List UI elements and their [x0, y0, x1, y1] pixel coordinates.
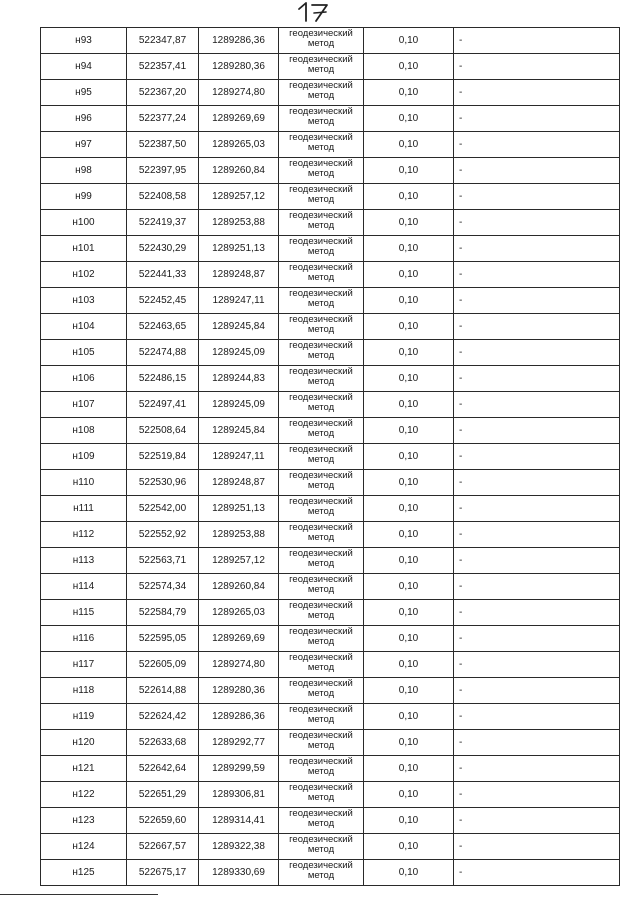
- x-coordinate-cell: 522397,95: [127, 158, 199, 184]
- method-cell: геодезический метод: [279, 704, 364, 730]
- y-coordinate-cell: 1289280,36: [199, 54, 279, 80]
- accuracy-cell: 0,10: [364, 548, 454, 574]
- accuracy-cell: 0,10: [364, 834, 454, 860]
- point-id-cell: н101: [41, 236, 127, 262]
- table-row: [41, 184, 620, 210]
- page-number: [296, 0, 336, 24]
- y-coordinate-cell: 1289253,88: [199, 210, 279, 236]
- note-cell: -: [454, 834, 620, 860]
- y-coordinate-cell: 1289253,88: [199, 522, 279, 548]
- point-id-cell: н94: [41, 54, 127, 80]
- method-cell: геодезический метод: [279, 392, 364, 418]
- x-coordinate-cell: 522497,41: [127, 392, 199, 418]
- point-id-cell: н112: [41, 522, 127, 548]
- point-id-cell: н118: [41, 678, 127, 704]
- method-cell: геодезический метод: [279, 652, 364, 678]
- accuracy-cell: 0,10: [364, 418, 454, 444]
- y-coordinate-cell: 1289322,38: [199, 834, 279, 860]
- method-cell: геодезический метод: [279, 236, 364, 262]
- method-cell: геодезический метод: [279, 444, 364, 470]
- method-cell: геодезический метод: [279, 80, 364, 106]
- x-coordinate-cell: 522675,17: [127, 860, 199, 886]
- x-coordinate-cell: 522430,29: [127, 236, 199, 262]
- accuracy-cell: 0,10: [364, 470, 454, 496]
- note-cell: -: [454, 288, 620, 314]
- x-coordinate-cell: 522614,88: [127, 678, 199, 704]
- point-id-cell: н99: [41, 184, 127, 210]
- accuracy-cell: 0,10: [364, 236, 454, 262]
- point-id-cell: н122: [41, 782, 127, 808]
- y-coordinate-cell: 1289260,84: [199, 574, 279, 600]
- accuracy-cell: 0,10: [364, 340, 454, 366]
- accuracy-cell: 0,10: [364, 106, 454, 132]
- y-coordinate-cell: 1289260,84: [199, 158, 279, 184]
- note-cell: -: [454, 756, 620, 782]
- point-id-cell: н102: [41, 262, 127, 288]
- accuracy-cell: 0,10: [364, 444, 454, 470]
- method-cell: геодезический метод: [279, 106, 364, 132]
- x-coordinate-cell: 522563,71: [127, 548, 199, 574]
- point-id-cell: н93: [41, 28, 127, 54]
- y-coordinate-cell: 1289274,80: [199, 652, 279, 678]
- table-row: [41, 860, 620, 886]
- note-cell: -: [454, 366, 620, 392]
- x-coordinate-cell: 522486,15: [127, 366, 199, 392]
- accuracy-cell: 0,10: [364, 496, 454, 522]
- method-cell: геодезический метод: [279, 756, 364, 782]
- note-cell: -: [454, 860, 620, 886]
- note-cell: -: [454, 80, 620, 106]
- accuracy-cell: 0,10: [364, 80, 454, 106]
- y-coordinate-cell: 1289245,09: [199, 392, 279, 418]
- note-cell: -: [454, 54, 620, 80]
- x-coordinate-cell: 522633,68: [127, 730, 199, 756]
- y-coordinate-cell: 1289286,36: [199, 28, 279, 54]
- y-coordinate-cell: 1289292,77: [199, 730, 279, 756]
- note-cell: -: [454, 314, 620, 340]
- x-coordinate-cell: 522667,57: [127, 834, 199, 860]
- table-row: [41, 314, 620, 340]
- y-coordinate-cell: 1289247,11: [199, 288, 279, 314]
- method-cell: геодезический метод: [279, 808, 364, 834]
- accuracy-cell: 0,10: [364, 704, 454, 730]
- method-cell: геодезический метод: [279, 834, 364, 860]
- note-cell: -: [454, 782, 620, 808]
- note-cell: -: [454, 210, 620, 236]
- y-coordinate-cell: 1289306,81: [199, 782, 279, 808]
- method-cell: геодезический метод: [279, 418, 364, 444]
- y-coordinate-cell: 1289247,11: [199, 444, 279, 470]
- table-row: [41, 496, 620, 522]
- method-cell: геодезический метод: [279, 132, 364, 158]
- note-cell: -: [454, 28, 620, 54]
- x-coordinate-cell: 522367,20: [127, 80, 199, 106]
- table-row: [41, 678, 620, 704]
- note-cell: -: [454, 262, 620, 288]
- y-coordinate-cell: 1289244,83: [199, 366, 279, 392]
- y-coordinate-cell: 1289286,36: [199, 704, 279, 730]
- method-cell: геодезический метод: [279, 288, 364, 314]
- x-coordinate-cell: 522624,42: [127, 704, 199, 730]
- accuracy-cell: 0,10: [364, 28, 454, 54]
- y-coordinate-cell: 1289257,12: [199, 184, 279, 210]
- point-id-cell: н113: [41, 548, 127, 574]
- point-id-cell: н103: [41, 288, 127, 314]
- x-coordinate-cell: 522552,92: [127, 522, 199, 548]
- x-coordinate-cell: 522347,87: [127, 28, 199, 54]
- method-cell: геодезический метод: [279, 184, 364, 210]
- method-cell: геодезический метод: [279, 314, 364, 340]
- x-coordinate-cell: 522474,88: [127, 340, 199, 366]
- note-cell: -: [454, 236, 620, 262]
- point-id-cell: н104: [41, 314, 127, 340]
- point-id-cell: н106: [41, 366, 127, 392]
- note-cell: -: [454, 652, 620, 678]
- x-coordinate-cell: 522642,64: [127, 756, 199, 782]
- method-cell: геодезический метод: [279, 262, 364, 288]
- y-coordinate-cell: 1289269,69: [199, 626, 279, 652]
- y-coordinate-cell: 1289257,12: [199, 548, 279, 574]
- accuracy-cell: 0,10: [364, 756, 454, 782]
- table-row: [41, 158, 620, 184]
- accuracy-cell: 0,10: [364, 600, 454, 626]
- x-coordinate-cell: 522595,05: [127, 626, 199, 652]
- note-cell: -: [454, 158, 620, 184]
- method-cell: геодезический метод: [279, 366, 364, 392]
- accuracy-cell: 0,10: [364, 314, 454, 340]
- x-coordinate-cell: 522519,84: [127, 444, 199, 470]
- y-coordinate-cell: 1289251,13: [199, 496, 279, 522]
- y-coordinate-cell: 1289265,03: [199, 132, 279, 158]
- accuracy-cell: 0,10: [364, 574, 454, 600]
- accuracy-cell: 0,10: [364, 522, 454, 548]
- accuracy-cell: 0,10: [364, 366, 454, 392]
- accuracy-cell: 0,10: [364, 782, 454, 808]
- point-id-cell: н96: [41, 106, 127, 132]
- method-cell: геодезический метод: [279, 678, 364, 704]
- note-cell: -: [454, 600, 620, 626]
- x-coordinate-cell: 522659,60: [127, 808, 199, 834]
- table-row: [41, 418, 620, 444]
- table-row: [41, 366, 620, 392]
- x-coordinate-cell: 522387,50: [127, 132, 199, 158]
- point-id-cell: н124: [41, 834, 127, 860]
- table-row: [41, 626, 620, 652]
- x-coordinate-cell: 522377,24: [127, 106, 199, 132]
- note-cell: -: [454, 522, 620, 548]
- point-id-cell: н110: [41, 470, 127, 496]
- table-row: [41, 54, 620, 80]
- x-coordinate-cell: 522441,33: [127, 262, 199, 288]
- table-row: [41, 132, 620, 158]
- table-row: [41, 574, 620, 600]
- y-coordinate-cell: 1289330,69: [199, 860, 279, 886]
- point-id-cell: н108: [41, 418, 127, 444]
- table-row: [41, 730, 620, 756]
- x-coordinate-cell: 522584,79: [127, 600, 199, 626]
- table-row: [41, 392, 620, 418]
- accuracy-cell: 0,10: [364, 132, 454, 158]
- note-cell: -: [454, 418, 620, 444]
- handwritten-page-number-icon: [296, 0, 336, 24]
- accuracy-cell: 0,10: [364, 808, 454, 834]
- note-cell: -: [454, 340, 620, 366]
- method-cell: геодезический метод: [279, 548, 364, 574]
- note-cell: -: [454, 808, 620, 834]
- table-row: [41, 210, 620, 236]
- method-cell: геодезический метод: [279, 496, 364, 522]
- point-id-cell: н97: [41, 132, 127, 158]
- y-coordinate-cell: 1289245,84: [199, 314, 279, 340]
- y-coordinate-cell: 1289269,69: [199, 106, 279, 132]
- y-coordinate-cell: 1289265,03: [199, 600, 279, 626]
- accuracy-cell: 0,10: [364, 54, 454, 80]
- point-id-cell: н121: [41, 756, 127, 782]
- y-coordinate-cell: 1289274,80: [199, 80, 279, 106]
- x-coordinate-cell: 522463,65: [127, 314, 199, 340]
- point-id-cell: н120: [41, 730, 127, 756]
- y-coordinate-cell: 1289251,13: [199, 236, 279, 262]
- note-cell: -: [454, 106, 620, 132]
- method-cell: геодезический метод: [279, 600, 364, 626]
- method-cell: геодезический метод: [279, 210, 364, 236]
- x-coordinate-cell: 522357,41: [127, 54, 199, 80]
- point-id-cell: н111: [41, 496, 127, 522]
- accuracy-cell: 0,10: [364, 184, 454, 210]
- table-row: [41, 600, 620, 626]
- table-row: [41, 28, 620, 54]
- note-cell: -: [454, 548, 620, 574]
- point-id-cell: н107: [41, 392, 127, 418]
- point-id-cell: н125: [41, 860, 127, 886]
- x-coordinate-cell: 522574,34: [127, 574, 199, 600]
- y-coordinate-cell: 1289245,09: [199, 340, 279, 366]
- y-coordinate-cell: 1289314,41: [199, 808, 279, 834]
- point-id-cell: н116: [41, 626, 127, 652]
- method-cell: геодезический метод: [279, 574, 364, 600]
- accuracy-cell: 0,10: [364, 158, 454, 184]
- table-row: [41, 652, 620, 678]
- point-id-cell: н119: [41, 704, 127, 730]
- method-cell: геодезический метод: [279, 522, 364, 548]
- note-cell: -: [454, 496, 620, 522]
- note-cell: -: [454, 184, 620, 210]
- point-id-cell: н114: [41, 574, 127, 600]
- method-cell: геодезический метод: [279, 626, 364, 652]
- coordinates-table: [40, 27, 620, 886]
- point-id-cell: н98: [41, 158, 127, 184]
- point-id-cell: н115: [41, 600, 127, 626]
- table-row: [41, 444, 620, 470]
- method-cell: геодезический метод: [279, 860, 364, 886]
- x-coordinate-cell: 522452,45: [127, 288, 199, 314]
- method-cell: геодезический метод: [279, 782, 364, 808]
- accuracy-cell: 0,10: [364, 730, 454, 756]
- y-coordinate-cell: 1289245,84: [199, 418, 279, 444]
- method-cell: геодезический метод: [279, 340, 364, 366]
- note-cell: -: [454, 132, 620, 158]
- x-coordinate-cell: 522408,58: [127, 184, 199, 210]
- point-id-cell: н95: [41, 80, 127, 106]
- table-row: [41, 782, 620, 808]
- method-cell: геодезический метод: [279, 730, 364, 756]
- note-cell: -: [454, 678, 620, 704]
- note-cell: -: [454, 392, 620, 418]
- table-row: [41, 808, 620, 834]
- accuracy-cell: 0,10: [364, 262, 454, 288]
- point-id-cell: н123: [41, 808, 127, 834]
- accuracy-cell: 0,10: [364, 678, 454, 704]
- note-cell: -: [454, 626, 620, 652]
- table-row: [41, 548, 620, 574]
- footnote-rule: [0, 894, 158, 895]
- method-cell: геодезический метод: [279, 470, 364, 496]
- note-cell: -: [454, 444, 620, 470]
- accuracy-cell: 0,10: [364, 652, 454, 678]
- method-cell: геодезический метод: [279, 28, 364, 54]
- table-row: [41, 704, 620, 730]
- note-cell: -: [454, 470, 620, 496]
- table-row: [41, 834, 620, 860]
- note-cell: -: [454, 730, 620, 756]
- point-id-cell: н105: [41, 340, 127, 366]
- note-cell: -: [454, 574, 620, 600]
- y-coordinate-cell: 1289248,87: [199, 470, 279, 496]
- x-coordinate-cell: 522542,00: [127, 496, 199, 522]
- table-row: [41, 470, 620, 496]
- x-coordinate-cell: 522651,29: [127, 782, 199, 808]
- accuracy-cell: 0,10: [364, 288, 454, 314]
- accuracy-cell: 0,10: [364, 860, 454, 886]
- method-cell: геодезический метод: [279, 158, 364, 184]
- accuracy-cell: 0,10: [364, 392, 454, 418]
- table-row: [41, 756, 620, 782]
- note-cell: -: [454, 704, 620, 730]
- accuracy-cell: 0,10: [364, 210, 454, 236]
- method-cell: геодезический метод: [279, 54, 364, 80]
- coordinates-table-body: [41, 28, 620, 886]
- x-coordinate-cell: 522508,64: [127, 418, 199, 444]
- y-coordinate-cell: 1289280,36: [199, 678, 279, 704]
- table-row: [41, 106, 620, 132]
- table-row: [41, 236, 620, 262]
- table-row: [41, 80, 620, 106]
- point-id-cell: н117: [41, 652, 127, 678]
- x-coordinate-cell: 522530,96: [127, 470, 199, 496]
- point-id-cell: н109: [41, 444, 127, 470]
- accuracy-cell: 0,10: [364, 626, 454, 652]
- y-coordinate-cell: 1289299,59: [199, 756, 279, 782]
- table-row: [41, 288, 620, 314]
- x-coordinate-cell: 522419,37: [127, 210, 199, 236]
- table-row: [41, 522, 620, 548]
- x-coordinate-cell: 522605,09: [127, 652, 199, 678]
- table-row: [41, 340, 620, 366]
- table-row: [41, 262, 620, 288]
- point-id-cell: н100: [41, 210, 127, 236]
- y-coordinate-cell: 1289248,87: [199, 262, 279, 288]
